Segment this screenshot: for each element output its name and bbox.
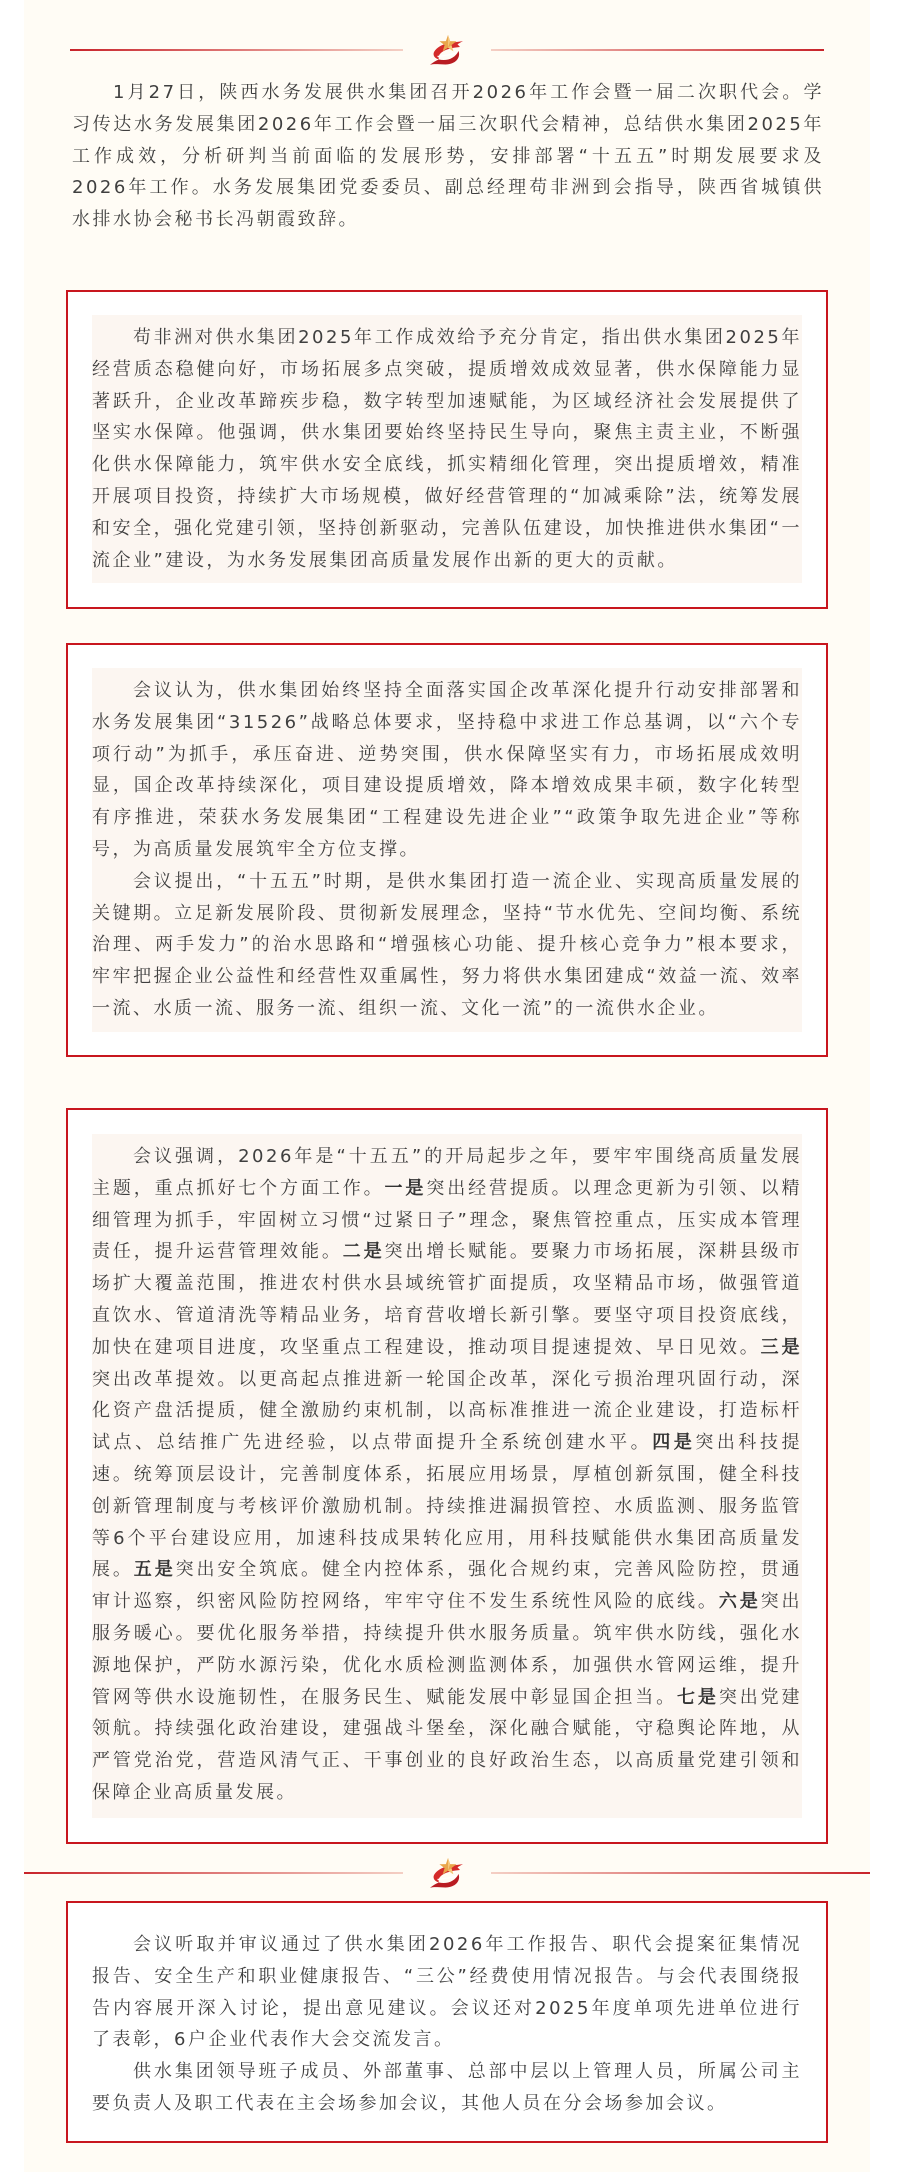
star-ribbon-emblem-icon [427,33,467,67]
section-divider [24,1856,870,1890]
text-segment: 突出服务暖心。要优化服务举措，持续提升供水服务质量。筑牢供水防线，强化水源地保护，严防水源污染，优化水质检测监测体系，加强供水管网运维，提升管网等供水设施韧性，在服务民生、赋能发展中彰显国企担当。 [92,1591,803,1708]
text-segment: 突出增长赋能。要聚力市场拓展，深耕县级市场扩大覆盖范围，推进农村供水县域统管扩面提质，攻坚精品市场，做强管道直饮水、管道清洗等精品业务，培育营收增长新引擎。要坚守项目投资底线，加快在建项目进度，攻坚重点工程建设，推动项目提速提效、早日见效。 [92,1241,803,1358]
bold-label-fourth: 四是 [652,1432,696,1454]
highlight-text-block [92,1134,802,1818]
divider-line-right [491,1872,870,1874]
divider-line-right [491,49,824,51]
meeting-agenda-box [66,1901,828,2143]
box4-paragraph-2: 供水集团领导班子成员、外部董事、总部中层以上管理人员，所属公司主要负责人及职工代表在主会场参加会议，其他人员在分会场参加会议。 [92,2061,802,2114]
highlight-text-block [92,315,802,583]
seven-tasks-box [66,1108,828,1844]
text-segment: 突出党建领航。持续强化政治建设，建强战斗堡垒，深化融合赋能，守稳舆论阵地，从严管党治党，营造风清气正、干事创业的良好政治生态，以高质量党建引领和保障企业高质量发展。 [92,1686,803,1803]
section-divider [70,33,824,67]
bold-label-third: 三是 [760,1336,803,1358]
divider-line-left [24,1872,403,1874]
bold-label-first: 一是 [384,1177,427,1199]
box2-paragraph-1: 会议认为，供水集团始终坚持全面落实国企改革深化提升行动安排部署和水务发展集团“31526”战略总体要求，坚持稳中求进工作总基调，以“六个专项行动”为抓手，承压奋进、逆势突围，供水保障坚实有力，市场拓展成效明显，国企改革持续深化，项目建设提质增效，降本增效成果丰硕，数字化转型有序推进，荣获水务发展集团“工程建设先进企业”“政策争取先进企业”等称号，为高质量发展筑牢全方位支撑。 [92,680,802,860]
highlight-text-block [92,668,802,1032]
text-segment: 突出安全筑底。健全内控体系，强化合规约束，完善风险防控，贯通审计巡察，织密风险防控网络，牢牢守住不发生系统性风险的底线。 [92,1559,803,1613]
text-segment: 突出科技提速。统筹顶层设计，完善制度体系，拓展应用场景，厚植创新氛围，健全科技创新管理制度与考核评价激励机制。持续推进漏损管控、水质监测、服务监管等6个平台建设应用，加速科技成果转化应用，用科技赋能供水集团高质量发展。 [92,1432,802,1581]
text-segment: 突出改革提效。以更高起点推进新一轮国企改革，深化亏损治理巩固行动，深化资产盘活提质，健全激励约束机制，以高标准推进一流企业建设，打造标杆试点、总结推广先进经验，以点带面提升全系统创建水平。 [92,1368,802,1454]
meeting-review-box [66,643,828,1057]
bold-label-seventh: 七是 [677,1686,719,1708]
bold-label-sixth: 六是 [718,1591,761,1613]
text-segment: 会议强调，2026年是“十五五”的开局起步之年，要牢牢围绕高质量发展主题，重点抓好七个方面工作。 [92,1146,802,1199]
box1-paragraph: 苟非洲对供水集团2025年工作成效给予充分肯定，指出供水集团2025年经营质态稳健向好，市场拓展多点突破，提质增效成效显著，供水保障能力显著跃升，企业改革蹄疾步稳，数字转型加速赋能，为区域经济社会发展提供了坚实水保障。他强调，供水集团要始终坚持民生导向，聚焦主责主业，不断强化供水保障能力，筑牢供水安全底线，抓实精细化管理，突出提质增效，精准开展项目投资，持续扩大市场规模，做好经营管理的“加减乘除”法，统筹发展和安全，强化党建引领，坚持创新驱动，完善队伍建设，加快推进供水集团“一流企业”建设，为水务发展集团高质量发展作出新的更大的贡献。 [92,327,802,571]
divider-line-left [70,49,403,51]
text-segment: 突出经营提质。以理念更新为引领、以精细管理为抓手，牢固树立习惯“过紧日子”理念，聚焦管控重点，压实成本管理责任，提升运营管理效能。 [92,1177,803,1263]
box2-paragraph-2: 会议提出，“十五五”时期，是供水集团打造一流企业、实现高质量发展的关键期。立足新发展阶段、贯彻新发展理念，坚持“节水优先、空间均衡、系统治理、两手发力”的治水思路和“增强核心功能、提升核心竞争力”根本要求，牢牢把握企业公益性和经营性双重属性，努力将供水集团建成“效益一流、效率一流、水质一流、服务一流、组织一流、文化一流”的一流供水企业。 [92,870,802,1019]
star-ribbon-emblem-icon [427,1856,467,1890]
box4-paragraph-1: 会议听取并审议通过了供水集团2026年工作报告、职代会提案征集情况报告、安全生产和职业健康报告、“三公”经费使用情况报告。与会代表围绕报告内容展开深入讨论，提出意见建议。会议还对2025年度单项先进单位进行了表彰，6户企业代表作大会交流发言。 [92,1934,802,2051]
intro-paragraph-block [72,77,824,236]
bold-label-second: 二是 [342,1241,385,1263]
plain-text-block [92,1929,802,2120]
intro-paragraph: 1月27日，陕西水务发展供水集团召开2026年工作会暨一届二次职代会。学习传达水务发展集团2026年工作会暨一届三次职代会精神，总结供水集团2025年工作成效，分析研判当前面临的发展形势，安排部署“十五五”时期发展要求及2026年工作。水务发展集团党委委员、副总经理苟非洲到会指导，陕西省城镇供水排水协会秘书长冯朝霞致辞。 [72,82,824,231]
box3-paragraph [92,1141,802,1809]
speech-summary-box [66,290,828,609]
bold-label-fifth: 五是 [133,1559,176,1581]
